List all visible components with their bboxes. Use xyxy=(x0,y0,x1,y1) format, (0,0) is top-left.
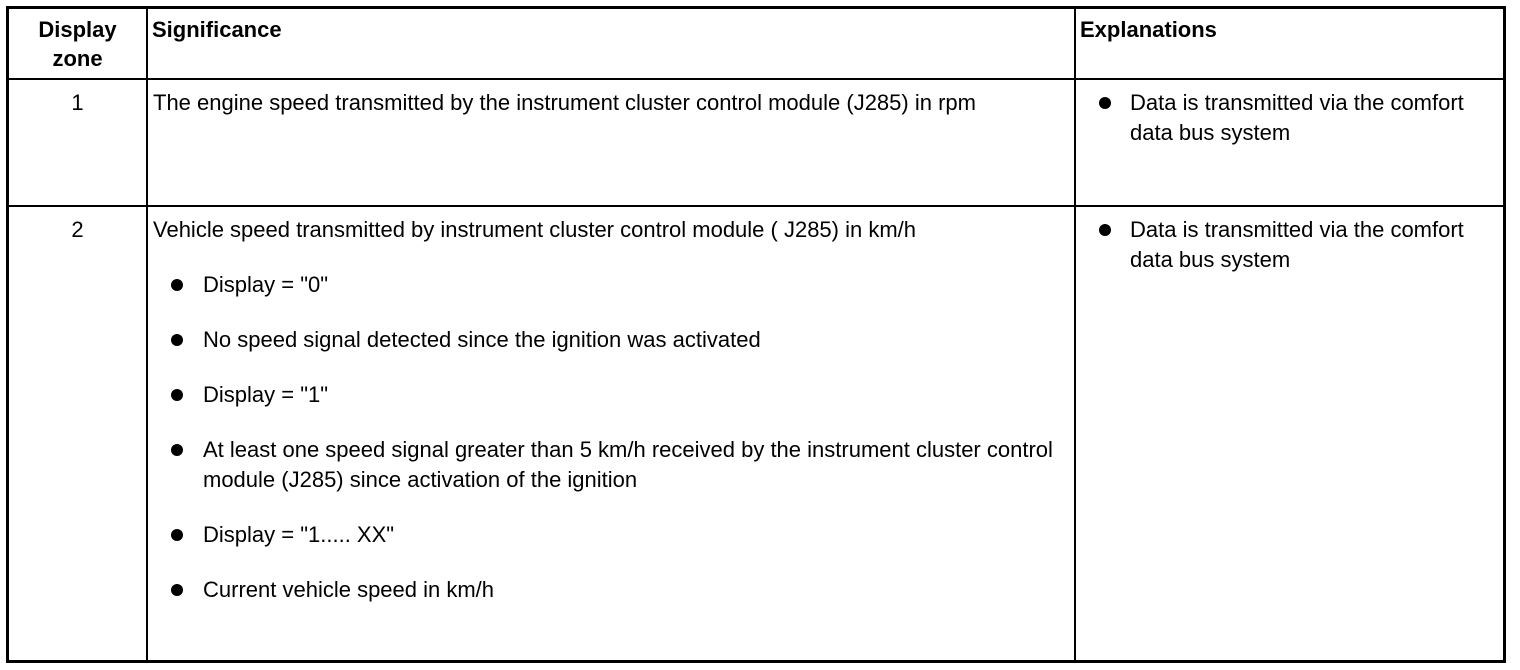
bullet-icon xyxy=(171,444,183,456)
bullet-icon xyxy=(1099,97,1111,109)
list-item xyxy=(153,270,1068,300)
zone-cell: 2 xyxy=(9,206,147,660)
list-item xyxy=(153,575,1068,605)
header-display-zone: Display zone xyxy=(9,9,147,79)
significance-text: The engine speed transmitted by the instrument cluster control module (J285) in rpm xyxy=(153,90,976,115)
significance-item-text: Display = "0" xyxy=(203,272,329,297)
significance-item-text: Display = "1..... XX" xyxy=(203,522,395,547)
bullet-icon xyxy=(171,584,183,596)
list-item xyxy=(153,380,1068,410)
significance-item-text: Display = "1" xyxy=(203,382,329,407)
explanations-list xyxy=(1076,215,1497,275)
significance-text: Vehicle speed transmitted by instrument cluster control module ( J285) in km/h xyxy=(153,217,917,242)
table-row xyxy=(9,79,1503,206)
explanation-text: Data is transmitted via the comfort data bus system xyxy=(1130,217,1464,272)
bullet-icon xyxy=(171,529,183,541)
significance-cell xyxy=(147,79,1075,206)
table-row xyxy=(9,206,1503,660)
explanations-cell xyxy=(1075,206,1503,660)
header-explanations: Explanations xyxy=(1075,9,1503,79)
list-item xyxy=(153,435,1068,495)
significance-list xyxy=(153,270,1068,605)
header-significance: Significance xyxy=(147,9,1075,79)
bullet-icon xyxy=(1099,224,1111,236)
display-zone-table xyxy=(9,9,1503,660)
list-item xyxy=(1076,88,1497,148)
bullet-icon xyxy=(171,389,183,401)
bullet-icon xyxy=(171,279,183,291)
explanation-text: Data is transmitted via the comfort data bus system xyxy=(1130,90,1464,145)
significance-item-text: At least one speed signal greater than 5 km/h received by the instrument cluster control module (J285) since activation of the ignition xyxy=(203,437,1053,492)
significance-item-text: Current vehicle speed in km/h xyxy=(203,577,495,602)
bullet-icon xyxy=(171,334,183,346)
list-item xyxy=(1076,215,1497,275)
explanations-list xyxy=(1076,88,1497,148)
list-item xyxy=(153,520,1068,550)
explanations-cell xyxy=(1075,79,1503,206)
zone-cell: 1 xyxy=(9,79,147,206)
significance-item-text: No speed signal detected since the ignition was activated xyxy=(203,327,761,352)
table-header-row xyxy=(9,9,1503,79)
significance-cell xyxy=(147,206,1075,660)
list-item xyxy=(153,325,1068,355)
display-zone-table-frame xyxy=(6,6,1506,663)
